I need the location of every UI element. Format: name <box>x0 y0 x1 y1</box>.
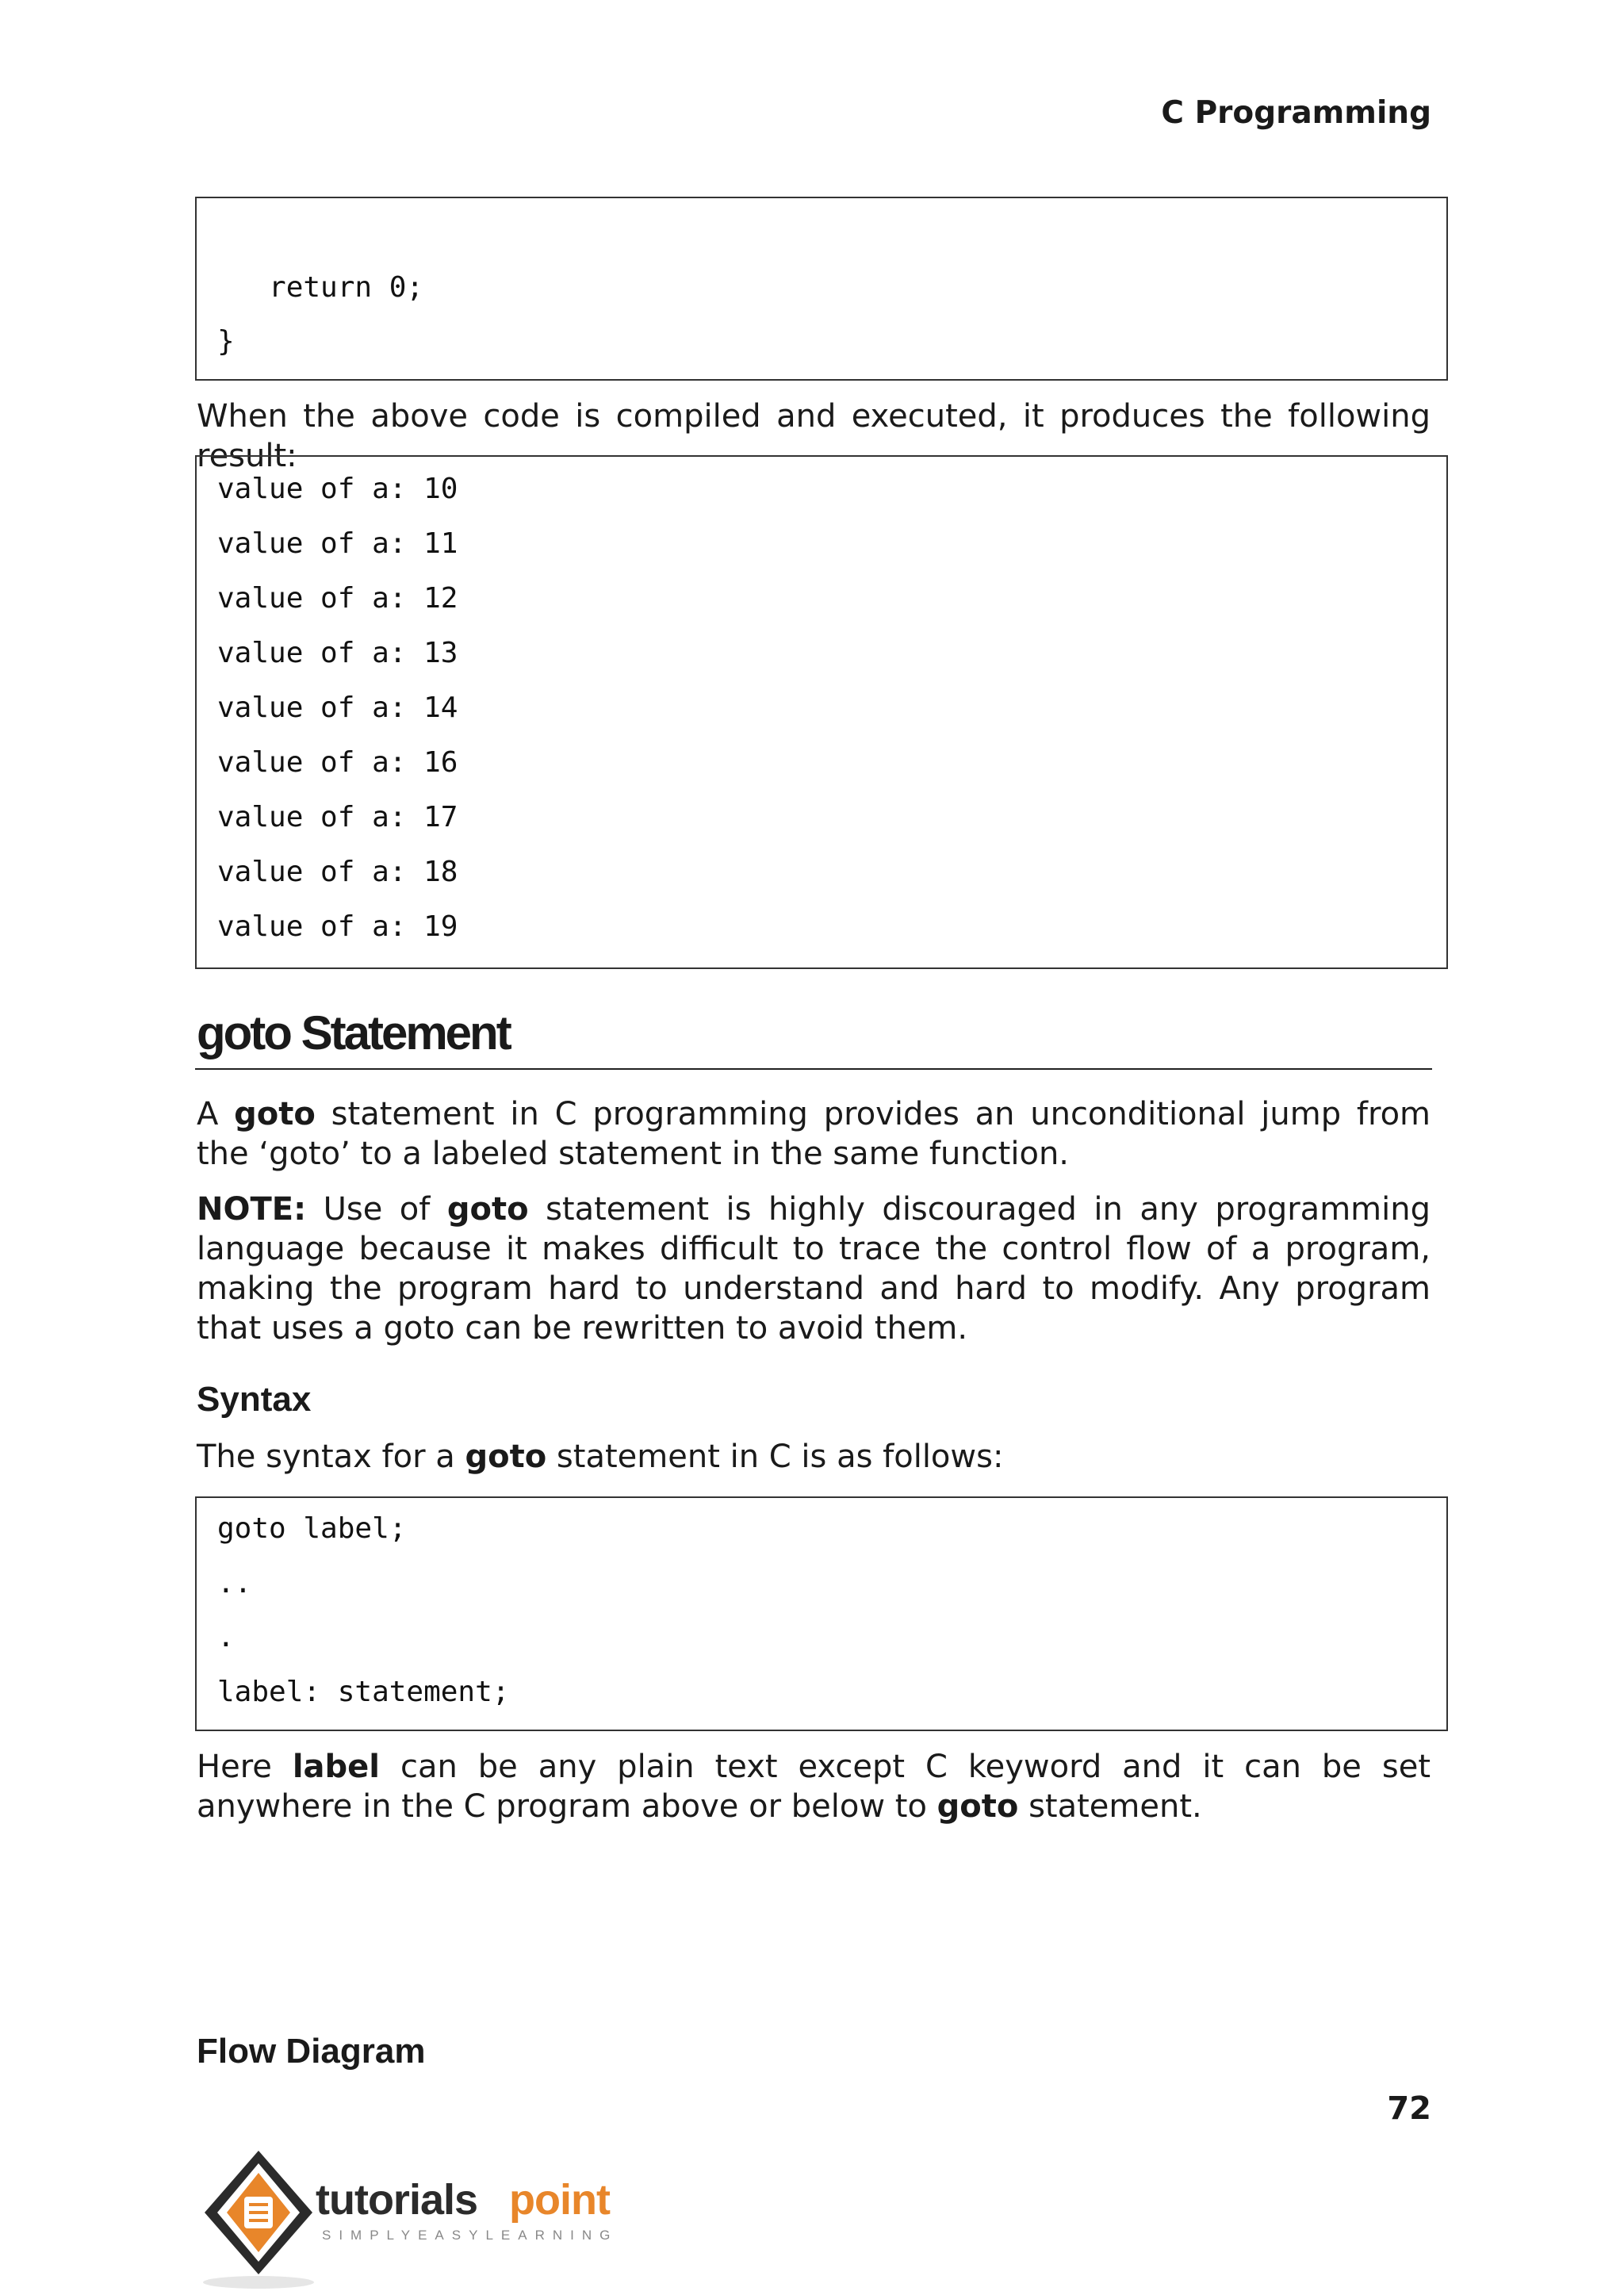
section-title: goto Statement <box>197 1006 510 1059</box>
output-line: value of a: 13 <box>217 637 458 669</box>
text-run: Use of <box>306 1191 447 1228</box>
label-explanation <box>197 1747 1431 1826</box>
output-line: value of a: 18 <box>217 856 458 888</box>
code-line: . <box>217 1621 235 1653</box>
output-line: value of a: 12 <box>217 582 458 615</box>
keyword-label: label <box>292 1749 380 1785</box>
goto-description <box>197 1094 1431 1174</box>
note-paragraph <box>197 1190 1431 1348</box>
output-line: value of a: 19 <box>217 910 458 943</box>
code-block-top <box>195 197 1448 381</box>
text-run: The syntax for a <box>197 1439 465 1475</box>
code-line: return 0; <box>217 271 424 304</box>
logo-tagline: SIMPLYEASYLEARNING <box>322 2228 619 2243</box>
output-block <box>195 455 1448 969</box>
tutorialspoint-logo <box>195 2141 639 2292</box>
text-run: A <box>197 1096 235 1132</box>
keyword-goto: goto <box>936 1788 1019 1825</box>
result-intro: When the above code is compiled and executed, it produces the following result: <box>197 398 1431 474</box>
output-line: value of a: 17 <box>217 801 458 833</box>
output-line: value of a: 16 <box>217 746 458 779</box>
output-line: value of a: 11 <box>217 527 458 560</box>
text-run: statement. <box>1018 1788 1202 1825</box>
flow-diagram-heading: Flow Diagram <box>197 2032 426 2071</box>
page-number: 72 <box>1387 2090 1431 2127</box>
note-label: NOTE: <box>197 1191 307 1228</box>
syntax-code-block <box>195 1496 1448 1731</box>
text-run: can be any plain text except C keyword and it can be set anywhere in the C program above or below to <box>197 1749 1431 1825</box>
code-line: .. <box>217 1567 252 1600</box>
output-line: value of a: 10 <box>217 473 458 505</box>
code-line: goto label; <box>217 1512 407 1545</box>
keyword-goto: goto <box>465 1439 547 1475</box>
text-run: Here <box>197 1749 293 1785</box>
running-title: C Programming <box>1161 95 1431 131</box>
text-run: statement in C programming provides an unconditional jump from the ‘goto’ to a labeled statement in the same function. <box>197 1096 1431 1172</box>
syntax-heading: Syntax <box>197 1380 312 1419</box>
text-run: statement is highly discouraged in any programming language because it makes difficult to trace the control flow of a program, making the program hard to understand and hard to modify. Any program that uses a goto can be rewritten to avoid them. <box>197 1191 1431 1347</box>
keyword-goto: goto <box>446 1191 529 1228</box>
keyword-goto: goto <box>234 1096 316 1132</box>
section-title-rule <box>195 1068 1432 1070</box>
syntax-intro <box>197 1437 1431 1477</box>
logo-name-part2: point <box>509 2176 610 2224</box>
code-line: } <box>217 325 235 358</box>
code-line: label: statement; <box>217 1676 510 1708</box>
text-run: statement in C is as follows: <box>546 1439 1004 1475</box>
logo-name-part1: tutorials <box>316 2176 478 2224</box>
output-line: value of a: 14 <box>217 692 458 724</box>
